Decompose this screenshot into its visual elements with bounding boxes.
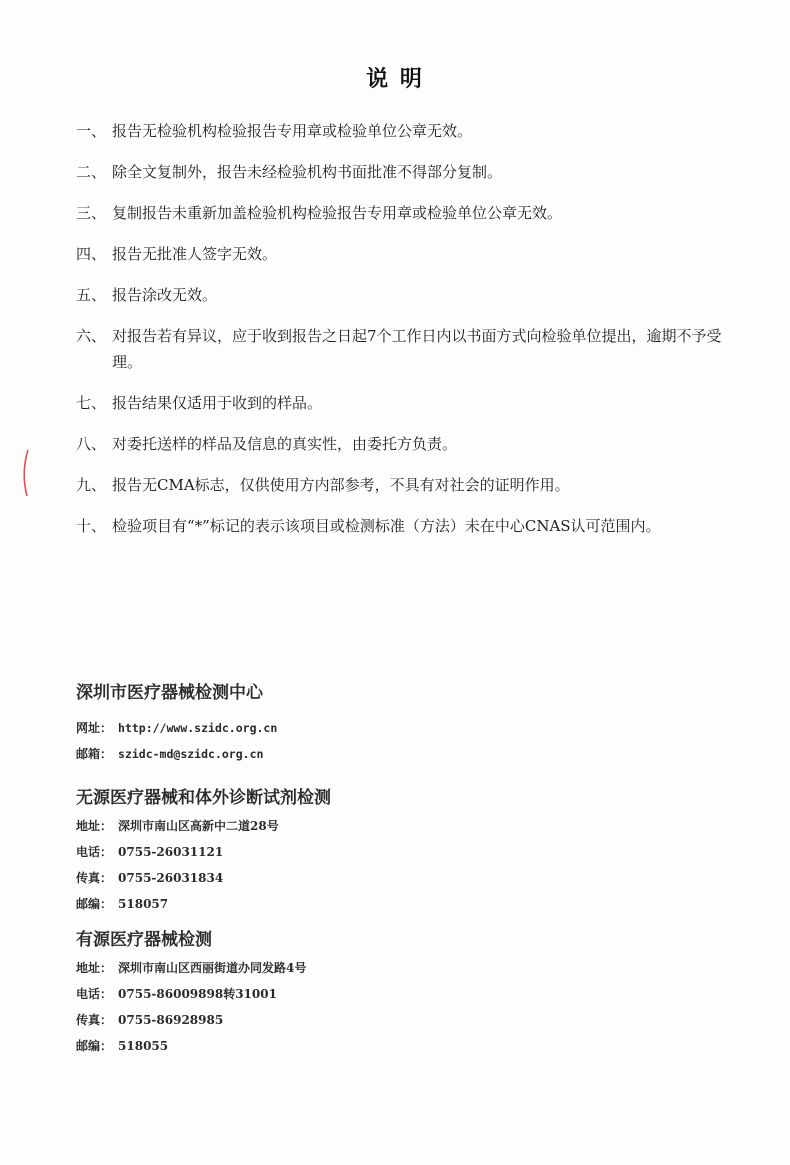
address-label: 地址：: [76, 961, 113, 975]
note-item: [76, 282, 736, 308]
note-item: [76, 241, 736, 267]
note-text: 报告无CMA标志，仅供使用方内部参考，不具有对社会的证明作用。: [112, 476, 570, 494]
note-item: [76, 472, 736, 498]
note-number: 十、: [76, 517, 107, 535]
passive-device-section: [76, 783, 716, 917]
phone-line: [76, 981, 716, 1007]
address-line: [76, 813, 716, 839]
note-text: 报告涂改无效。: [112, 286, 218, 304]
note-text: 对委托送样的样品及信息的真实性，由委托方负责。: [112, 435, 458, 453]
phone-value: 0755-86009898转31001: [118, 987, 277, 1001]
phone-line: [76, 839, 716, 865]
organization-info: [76, 678, 716, 1059]
note-number: 二、: [76, 163, 107, 181]
postcode-label: 邮编：: [76, 897, 113, 911]
note-text: 报告结果仅适用于收到的样品。: [112, 394, 323, 412]
postcode-value: 518057: [118, 897, 169, 911]
note-number: 九、: [76, 476, 107, 494]
note-number: 八、: [76, 435, 107, 453]
website-link[interactable]: http://www.szidc.org.cn: [118, 721, 278, 735]
active-device-section: [76, 925, 716, 1059]
postcode-label: 邮编：: [76, 1039, 113, 1053]
website-line: [76, 715, 716, 741]
organization-name: 深圳市医疗器械检测中心: [76, 683, 263, 703]
fax-label: 传真：: [76, 871, 113, 885]
address-line: [76, 955, 716, 981]
email-label: 邮箱：: [76, 747, 113, 761]
note-item: [76, 513, 736, 539]
postcode-line: [76, 1033, 716, 1059]
website-label: 网址：: [76, 721, 113, 735]
phone-value: 0755-26031121: [118, 845, 224, 859]
address-value: 深圳市南山区高新中二道28号: [118, 819, 279, 833]
note-number: 六、: [76, 327, 107, 345]
fax-line: [76, 1007, 716, 1033]
note-number: 五、: [76, 286, 107, 304]
postcode-line: [76, 891, 716, 917]
note-text: 复制报告未重新加盖检验机构检验报告专用章或检验单位公章无效。: [112, 204, 563, 222]
note-text: 报告无批准人签字无效。: [112, 245, 278, 263]
address-value: 深圳市南山区西丽街道办同发路4号: [118, 961, 307, 975]
red-pen-mark: [20, 448, 30, 498]
section-title: 无源医疗器械和体外诊断试剂检测: [76, 788, 331, 808]
postcode-value: 518055: [118, 1039, 169, 1053]
note-item: [76, 200, 736, 226]
phone-label: 电话：: [76, 845, 113, 859]
note-item: [76, 390, 736, 416]
note-number: 七、: [76, 394, 107, 412]
fax-value: 0755-86928985: [118, 1013, 224, 1027]
note-text: 对报告若有异议，应于收到报告之日起7个工作日内以书面方式向检验单位提出，逾期不予受理。: [112, 327, 722, 371]
note-number: 三、: [76, 204, 107, 222]
note-text: 除全文复制外，报告未经检验机构书面批准不得部分复制。: [112, 163, 503, 181]
fax-label: 传真：: [76, 1013, 113, 1027]
note-number: 四、: [76, 245, 107, 263]
fax-line: [76, 865, 716, 891]
note-text: 检验项目有“*”标记的表示该项目或检测标准（方法）未在中心CNAS认可范围内。: [112, 517, 661, 535]
email-link[interactable]: szidc-md@szidc.org.cn: [118, 747, 264, 761]
note-item: [76, 323, 736, 375]
fax-value: 0755-26031834: [118, 871, 224, 885]
phone-label: 电话：: [76, 987, 113, 1001]
address-label: 地址：: [76, 819, 113, 833]
note-item: [76, 431, 736, 457]
note-item: [76, 159, 736, 185]
email-line: [76, 741, 716, 767]
section-title: 有源医疗器械检测: [76, 930, 212, 950]
note-number: 一、: [76, 122, 107, 140]
note-item: [76, 118, 736, 144]
notes-list: [76, 118, 736, 554]
note-text: 报告无检验机构检验报告专用章或检验单位公章无效。: [112, 122, 473, 140]
page-title: 说 明: [366, 66, 424, 92]
